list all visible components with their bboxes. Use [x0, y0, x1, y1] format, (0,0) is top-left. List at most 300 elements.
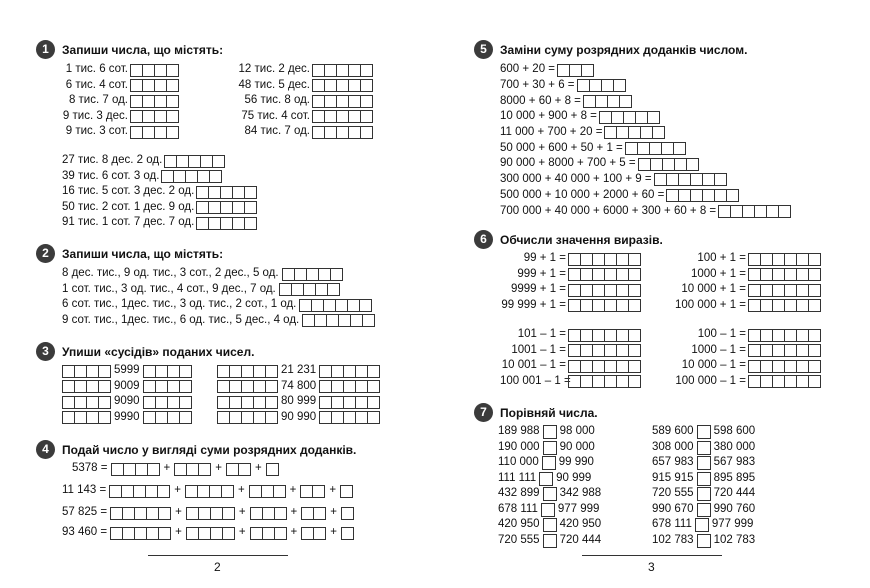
- exercise-row: [500, 189, 739, 203]
- answer-cell[interactable]: [714, 173, 727, 186]
- answer-cells[interactable]: [217, 411, 278, 424]
- answer-cells[interactable]: [196, 201, 257, 214]
- exercise-row: [498, 472, 591, 486]
- answer-cells[interactable]: [748, 253, 821, 266]
- exercise-row: [652, 472, 755, 486]
- answer-cells[interactable]: [196, 217, 257, 230]
- answer-cells[interactable]: [312, 126, 373, 139]
- answer-cell[interactable]: [179, 396, 192, 409]
- answer-cells[interactable]: [249, 485, 286, 498]
- item-label: 1 сот. тис., 3 од. тис., 4 сот., 9 дес., 7 од.: [62, 282, 276, 295]
- answer-cells[interactable]: [282, 268, 343, 281]
- answer-cells[interactable]: [340, 485, 353, 498]
- answer-cell[interactable]: [222, 507, 235, 520]
- compare-sign-box[interactable]: [697, 425, 711, 439]
- answer-cell[interactable]: [360, 126, 373, 139]
- item-label: 50 тис. 2 сот. 1 дес. 9 од.: [62, 200, 195, 213]
- exercise-row: [62, 380, 192, 394]
- exercise-row: [62, 125, 179, 139]
- exercise-row: [660, 283, 821, 297]
- answer-cell[interactable]: [341, 527, 354, 540]
- answer-cell[interactable]: [330, 268, 343, 281]
- compare-sign-box[interactable]: [697, 441, 711, 455]
- answer-cell[interactable]: [327, 283, 340, 296]
- answer-cell[interactable]: [808, 284, 821, 297]
- answer-cell[interactable]: [619, 95, 632, 108]
- answer-cells[interactable]: [301, 507, 326, 520]
- page-right-rule: [582, 555, 722, 556]
- item-label: 9 тис. 3 сот.: [65, 125, 128, 138]
- compare-number-a: 102 783: [652, 533, 694, 546]
- exercise-row: [62, 94, 179, 108]
- answer-cell[interactable]: [157, 485, 170, 498]
- item-label: 10 001 – 1 =: [501, 359, 566, 372]
- plus-sign: +: [290, 526, 298, 539]
- answer-cell[interactable]: [628, 253, 641, 266]
- answer-cells[interactable]: [568, 360, 641, 373]
- compare-number-a: 657 983: [652, 456, 694, 469]
- item-label: 10 000 + 900 + 8 =: [500, 110, 597, 123]
- compare-number-b: 90 999: [556, 471, 592, 484]
- compare-number-b: 720 444: [713, 487, 756, 500]
- exercise-5-badge: 5: [474, 40, 493, 59]
- answer-cells[interactable]: [599, 111, 660, 124]
- answer-cell[interactable]: [367, 396, 380, 409]
- answer-cell[interactable]: [726, 189, 739, 202]
- exercise-row: [500, 283, 641, 297]
- exercise-row: [500, 328, 641, 342]
- item-label: 10 000 + 1 =: [681, 283, 746, 296]
- answer-cells[interactable]: [279, 283, 340, 296]
- exercise-row: [217, 411, 380, 425]
- exercise-2-badge: 2: [36, 244, 55, 263]
- plus-sign: +: [238, 526, 246, 539]
- compare-number-a: 189 988: [498, 425, 540, 438]
- exercise-row: [62, 201, 257, 215]
- answer-cells[interactable]: [301, 527, 326, 540]
- answer-cells[interactable]: [130, 64, 179, 77]
- answer-cell[interactable]: [265, 396, 278, 409]
- answer-cells[interactable]: [319, 396, 380, 409]
- answer-cells[interactable]: [250, 507, 287, 520]
- answer-cell[interactable]: [367, 380, 380, 393]
- compare-number-b: 990 760: [713, 502, 756, 515]
- answer-cell[interactable]: [628, 329, 641, 342]
- answer-cells[interactable]: [718, 205, 791, 218]
- number-label: 74 800: [281, 379, 317, 392]
- answer-cell[interactable]: [808, 375, 821, 388]
- compare-sign-box[interactable]: [543, 425, 557, 439]
- answer-cells[interactable]: [568, 344, 641, 357]
- item-label: 9999 + 1 =: [511, 283, 566, 296]
- exercise-7-title: Порівняй числа.: [500, 406, 598, 420]
- compare-number-b: 977 999: [711, 518, 754, 531]
- exercise-row: [652, 518, 753, 532]
- answer-cells[interactable]: [130, 126, 179, 139]
- answer-cells[interactable]: [62, 380, 111, 393]
- answer-cell[interactable]: [647, 111, 660, 124]
- compare-number-a: 589 600: [652, 425, 694, 438]
- answer-cells[interactable]: [130, 110, 179, 123]
- answer-cell[interactable]: [581, 64, 594, 77]
- answer-cells[interactable]: [217, 380, 278, 393]
- answer-cells[interactable]: [748, 329, 821, 342]
- answer-cells[interactable]: [319, 365, 380, 378]
- answer-cell[interactable]: [808, 329, 821, 342]
- answer-cell[interactable]: [340, 485, 353, 498]
- exercise-row: [62, 283, 340, 297]
- answer-cell[interactable]: [808, 344, 821, 357]
- compare-number-b: 567 983: [713, 456, 756, 469]
- answer-cell[interactable]: [166, 79, 179, 92]
- exercise-row: [498, 487, 601, 501]
- answer-cell[interactable]: [179, 365, 192, 378]
- item-label: 6 сот. тис., 1дес. тис., 3 од. тис., 2 сот., 1 од.: [62, 298, 297, 311]
- exercise-row: [232, 79, 373, 93]
- answer-cell[interactable]: [98, 396, 111, 409]
- plus-sign: +: [237, 484, 245, 497]
- exercise-row: [62, 314, 375, 328]
- answer-cell[interactable]: [360, 79, 373, 92]
- compare-sign-box[interactable]: [697, 534, 711, 548]
- exercise-row: [660, 268, 821, 282]
- answer-cells[interactable]: [186, 527, 235, 540]
- exercise-row: [660, 252, 821, 266]
- compare-number-b: 598 600: [713, 425, 756, 438]
- answer-cell[interactable]: [221, 485, 234, 498]
- answer-cell[interactable]: [341, 507, 354, 520]
- compare-number-a: 678 111: [498, 502, 538, 515]
- answer-cell[interactable]: [158, 507, 171, 520]
- item-label: 90 000 + 8000 + 700 + 5 =: [500, 157, 636, 170]
- answer-cells[interactable]: [319, 380, 380, 393]
- answer-cells[interactable]: [568, 299, 641, 312]
- answer-cells[interactable]: [164, 155, 225, 168]
- answer-cells[interactable]: [62, 396, 111, 409]
- compare-sign-box[interactable]: [697, 487, 711, 501]
- exercise-row: [652, 487, 755, 501]
- item-label: 8 дес. тис., 9 од. тис., 3 сот., 2 дес., 5 од.: [62, 267, 279, 280]
- item-label: 84 тис. 7 од.: [244, 125, 310, 138]
- compare-number-b: 720 444: [559, 533, 602, 546]
- answer-cell[interactable]: [362, 314, 375, 327]
- answer-cell[interactable]: [312, 485, 325, 498]
- item-label: 100 + 1 =: [697, 252, 746, 265]
- answer-cells[interactable]: [266, 463, 279, 476]
- answer-cells[interactable]: [110, 527, 171, 540]
- compare-number-a: 432 899: [498, 487, 540, 500]
- answer-cell[interactable]: [367, 365, 380, 378]
- answer-cell[interactable]: [628, 344, 641, 357]
- answer-cell[interactable]: [166, 64, 179, 77]
- answer-cells[interactable]: [748, 360, 821, 373]
- answer-cells[interactable]: [557, 64, 594, 77]
- answer-cells[interactable]: [130, 79, 179, 92]
- answer-cells[interactable]: [568, 268, 641, 281]
- answer-cells[interactable]: [217, 396, 278, 409]
- exercise-row: [62, 506, 354, 520]
- item-label: 10 000 – 1 =: [681, 359, 746, 372]
- compare-number-b: 420 950: [559, 518, 602, 531]
- answer-cells[interactable]: [186, 507, 235, 520]
- answer-cell[interactable]: [244, 201, 257, 214]
- answer-cell[interactable]: [209, 170, 222, 183]
- answer-cell[interactable]: [265, 411, 278, 424]
- exercise-row: [660, 328, 821, 342]
- item-label: 100 001 – 1 =: [500, 374, 571, 387]
- item-label: 27 тис. 8 дес. 2 од.: [62, 154, 163, 167]
- answer-cell[interactable]: [613, 79, 626, 92]
- answer-cells[interactable]: [638, 158, 699, 171]
- answer-cells[interactable]: [174, 463, 211, 476]
- answer-cell[interactable]: [808, 299, 821, 312]
- answer-cell[interactable]: [313, 527, 326, 540]
- answer-cell[interactable]: [244, 217, 257, 230]
- answer-cell[interactable]: [628, 268, 641, 281]
- exercise-row: [498, 425, 595, 439]
- answer-cell[interactable]: [98, 380, 111, 393]
- item-label: 93 460 =: [62, 526, 108, 539]
- answer-cell[interactable]: [265, 365, 278, 378]
- exercise-row: [62, 79, 179, 93]
- item-label: 6 тис. 4 сот.: [65, 78, 128, 91]
- answer-cell[interactable]: [179, 411, 192, 424]
- page-left-rule: [148, 555, 288, 556]
- compare-sign-box[interactable]: [697, 472, 711, 486]
- answer-cell[interactable]: [266, 463, 279, 476]
- exercise-row: [500, 63, 594, 77]
- item-label: 8 тис. 7 од.: [68, 94, 128, 107]
- answer-cell[interactable]: [360, 64, 373, 77]
- exercise-row: [498, 503, 599, 517]
- exercise-row: [500, 375, 641, 389]
- answer-cell[interactable]: [166, 126, 179, 139]
- answer-cell[interactable]: [652, 126, 665, 139]
- exercise-row: [500, 142, 686, 156]
- exercise-row: [500, 110, 660, 124]
- answer-cells[interactable]: [250, 527, 287, 540]
- compare-sign-box[interactable]: [543, 518, 557, 532]
- compare-number-b: 977 999: [557, 502, 600, 515]
- answer-cell[interactable]: [158, 527, 171, 540]
- exercise-1-badge: 1: [36, 40, 55, 59]
- answer-cells[interactable]: [568, 329, 641, 342]
- compare-sign-box[interactable]: [543, 487, 557, 501]
- plus-sign: +: [290, 506, 298, 519]
- exercise-row: [217, 395, 380, 409]
- answer-cells[interactable]: [300, 485, 325, 498]
- item-label: 1001 – 1 =: [511, 343, 566, 356]
- exercise-row: [232, 125, 373, 139]
- exercise-row: [62, 185, 257, 199]
- answer-cells[interactable]: [161, 170, 222, 183]
- compare-sign-box[interactable]: [541, 503, 555, 517]
- item-label: 1000 – 1 =: [691, 343, 746, 356]
- answer-cells[interactable]: [110, 507, 171, 520]
- answer-cell[interactable]: [360, 95, 373, 108]
- compare-number-a: 990 670: [652, 502, 694, 515]
- answer-cell[interactable]: [628, 299, 641, 312]
- answer-cells[interactable]: [748, 375, 821, 388]
- answer-cell[interactable]: [628, 360, 641, 373]
- exercise-row: [498, 518, 601, 532]
- answer-cells[interactable]: [748, 284, 821, 297]
- exercise-row: [62, 154, 225, 168]
- compare-sign-box[interactable]: [695, 518, 709, 532]
- answer-cells[interactable]: [666, 189, 739, 202]
- answer-cells[interactable]: [341, 527, 354, 540]
- number-label: 90 990: [281, 410, 317, 423]
- exercise-7-badge: 7: [474, 403, 493, 422]
- answer-cells[interactable]: [312, 79, 373, 92]
- answer-cell[interactable]: [628, 284, 641, 297]
- answer-cell[interactable]: [147, 463, 160, 476]
- exercise-1-title: Запиши числа, що містять:: [62, 43, 224, 57]
- exercise-row: [500, 344, 641, 358]
- answer-cells[interactable]: [568, 284, 641, 297]
- answer-cells[interactable]: [62, 411, 111, 424]
- answer-cell[interactable]: [265, 380, 278, 393]
- answer-cell[interactable]: [222, 527, 235, 540]
- answer-cell[interactable]: [673, 142, 686, 155]
- compare-sign-box[interactable]: [697, 456, 711, 470]
- compare-number-b: 90 000: [559, 440, 595, 453]
- exercise-row: [72, 462, 279, 476]
- item-label: 91 тис. 1 сот. 7 дес. 7 од.: [62, 216, 195, 229]
- exercise-row: [62, 411, 192, 425]
- answer-cells[interactable]: [319, 411, 380, 424]
- answer-cells[interactable]: [217, 365, 278, 378]
- item-label: 99 999 + 1 =: [501, 298, 566, 311]
- number-label: 9090: [114, 395, 140, 408]
- item-label: 8000 + 60 + 8 =: [500, 94, 581, 107]
- answer-cells[interactable]: [568, 375, 641, 388]
- exercise-row: [62, 216, 257, 230]
- exercise-row: [62, 298, 372, 312]
- answer-cells[interactable]: [62, 365, 111, 378]
- answer-cells[interactable]: [341, 507, 354, 520]
- exercise-row: [660, 299, 821, 313]
- answer-cells[interactable]: [185, 485, 234, 498]
- answer-cells[interactable]: [130, 95, 179, 108]
- compare-number-a: 915 915: [652, 471, 694, 484]
- exercise-row: [217, 380, 380, 394]
- exercise-4-badge: 4: [36, 440, 55, 459]
- answer-cell[interactable]: [360, 110, 373, 123]
- compare-number-a: 720 555: [498, 533, 540, 546]
- exercise-row: [652, 534, 755, 548]
- answer-cell[interactable]: [179, 380, 192, 393]
- item-label: 1000 + 1 =: [691, 267, 746, 280]
- answer-cell[interactable]: [244, 186, 257, 199]
- exercise-row: [500, 126, 665, 140]
- answer-cells[interactable]: [577, 79, 626, 92]
- answer-cells[interactable]: [748, 299, 821, 312]
- answer-cells[interactable]: [143, 396, 192, 409]
- answer-cells[interactable]: [748, 268, 821, 281]
- answer-cells[interactable]: [312, 95, 373, 108]
- item-label: 39 тис. 6 сот. 3 од.: [62, 169, 160, 182]
- answer-cells[interactable]: [568, 253, 641, 266]
- answer-cells[interactable]: [143, 411, 192, 424]
- answer-cell[interactable]: [367, 411, 380, 424]
- item-label: 16 тис. 5 сот. 3 дес. 2 од.: [62, 185, 195, 198]
- item-label: 600 + 20 =: [500, 63, 555, 76]
- answer-cells[interactable]: [654, 173, 727, 186]
- answer-cell[interactable]: [166, 110, 179, 123]
- answer-cells[interactable]: [299, 299, 372, 312]
- item-label: 12 тис. 2 дес.: [238, 63, 310, 76]
- answer-cells[interactable]: [312, 110, 373, 123]
- item-label: 11 000 + 700 + 20 =: [500, 126, 603, 139]
- answer-cell[interactable]: [274, 507, 287, 520]
- answer-cell[interactable]: [198, 463, 211, 476]
- exercise-row: [62, 110, 179, 124]
- plus-sign: +: [174, 484, 181, 497]
- compare-sign-box[interactable]: [697, 503, 711, 517]
- answer-cells[interactable]: [143, 365, 192, 378]
- exercise-row: [217, 364, 380, 378]
- answer-cells[interactable]: [111, 463, 160, 476]
- compare-sign-box[interactable]: [543, 441, 557, 455]
- number-label: 9009: [114, 379, 140, 392]
- answer-cell[interactable]: [628, 375, 641, 388]
- exercise-row: [62, 170, 222, 184]
- exercise-row: [500, 204, 791, 218]
- compare-sign-box[interactable]: [542, 456, 556, 470]
- exercise-row: [500, 299, 641, 313]
- answer-cells[interactable]: [109, 485, 170, 498]
- plus-sign: +: [330, 526, 337, 539]
- answer-cells[interactable]: [143, 380, 192, 393]
- answer-cell[interactable]: [686, 158, 699, 171]
- answer-cell[interactable]: [274, 527, 287, 540]
- exercise-row: [62, 526, 354, 540]
- compare-sign-box[interactable]: [539, 472, 553, 486]
- answer-cell[interactable]: [778, 205, 791, 218]
- answer-cells[interactable]: [604, 126, 665, 139]
- answer-cell[interactable]: [212, 155, 225, 168]
- exercise-row: [660, 359, 821, 373]
- answer-cells[interactable]: [226, 463, 251, 476]
- answer-cell[interactable]: [98, 365, 111, 378]
- answer-cells[interactable]: [583, 95, 632, 108]
- exercise-row: [498, 456, 594, 470]
- item-label: 11 143 =: [62, 484, 107, 497]
- compare-sign-box[interactable]: [543, 534, 557, 548]
- answer-cells[interactable]: [625, 142, 686, 155]
- answer-cells[interactable]: [196, 186, 257, 199]
- item-label: 57 825 =: [62, 506, 108, 519]
- answer-cell[interactable]: [98, 411, 111, 424]
- compare-number-b: 102 783: [713, 533, 756, 546]
- answer-cell[interactable]: [313, 507, 326, 520]
- page-number-right: 3: [648, 560, 655, 574]
- answer-cell[interactable]: [808, 268, 821, 281]
- plus-sign: +: [254, 462, 262, 475]
- answer-cells[interactable]: [302, 314, 375, 327]
- answer-cell[interactable]: [166, 95, 179, 108]
- exercise-row: [500, 359, 641, 373]
- answer-cell[interactable]: [808, 253, 821, 266]
- answer-cell[interactable]: [808, 360, 821, 373]
- exercise-row: [62, 395, 192, 409]
- answer-cell[interactable]: [273, 485, 286, 498]
- answer-cell[interactable]: [359, 299, 372, 312]
- answer-cells[interactable]: [748, 344, 821, 357]
- answer-cell[interactable]: [238, 463, 251, 476]
- answer-cells[interactable]: [312, 64, 373, 77]
